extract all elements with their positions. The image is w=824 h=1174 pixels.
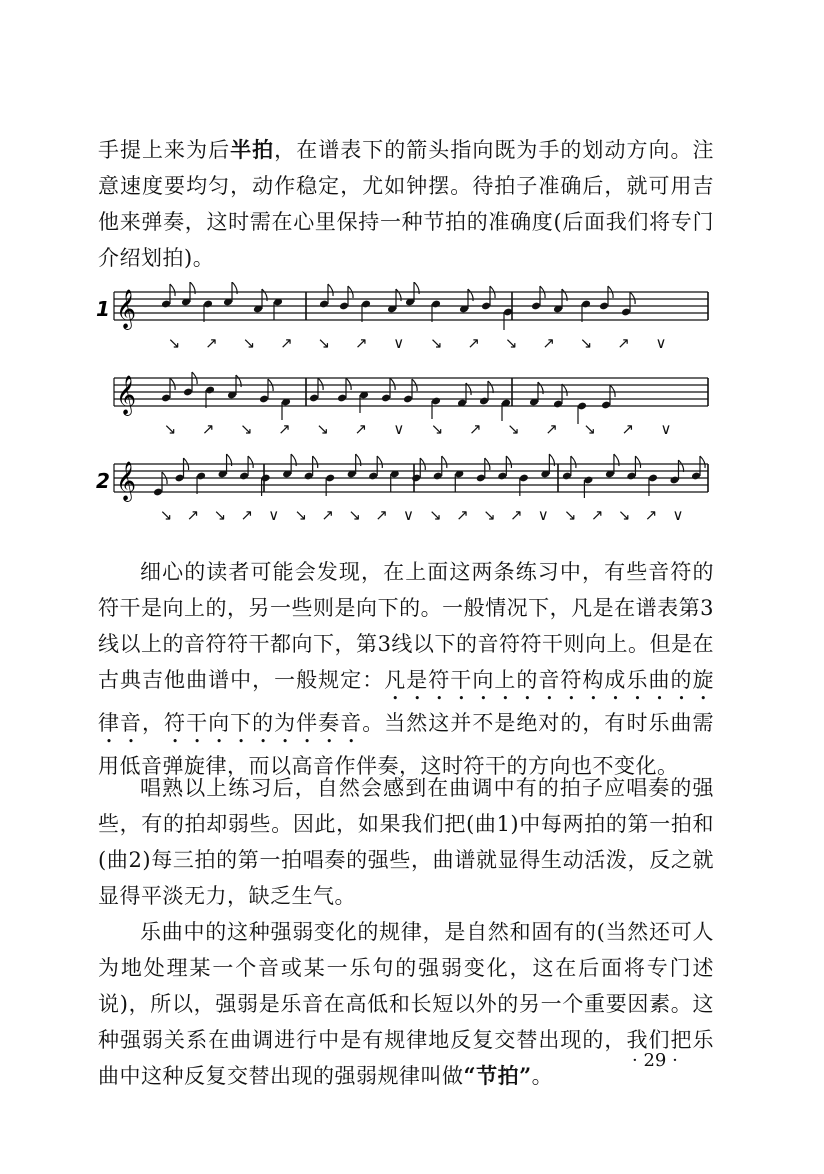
treble-clef-icon: 𝄞 [116,461,137,501]
para2-emphasis: 凡是符干向上的音符构成乐曲的旋律音，符干向下的为伴奏音 [98,668,715,735]
strum-down-arrow: ↘ [163,420,177,438]
staff-1 [96,282,708,330]
strum-up-arrow: ↗ [644,506,658,524]
note-flag [635,456,640,468]
note-flag [488,381,493,393]
para2-text-b: 。当然这并不是绝对的，有时乐曲需用低音弹旋律，而以高音作伴奏，这时符干的方向也不变化。 [98,711,715,778]
strum-check-mark: ∨ [268,506,280,524]
strum-down-arrow: ↘ [294,506,308,524]
treble-clef-icon: 𝄞 [116,375,137,415]
para4-text-a: 乐曲中的这种强弱变化的规律，是自然和固有的(当然还可人为地处理某一个音或某一乐句的强弱变化，这在后面将专门述说)，所以，强弱是乐音在高低和长短以外的另一个重要因素。这种强弱关系在曲调进行中是有规律地反复交替出现的，我们把乐曲中这种反复交替出现的强弱规律叫做 [98,920,714,1088]
strum-check-mark: ∨ [660,420,672,438]
para4-text-b: 。 [531,1064,554,1088]
strum-up-arrow: ↗ [545,420,558,438]
strum-up-arrow: ↗ [510,506,523,524]
strum-up-arrow: ↗ [355,334,368,352]
strum-up-arrow: ↗ [590,506,604,524]
note-flag [678,460,683,472]
strum-down-arrow: ↘ [167,334,181,352]
paragraph-intro [98,132,714,276]
note-flag [377,456,382,468]
strum-check-mark: ∨ [537,506,549,524]
para4-bold: “节拍” [463,1063,532,1088]
strum-down-arrow: ↘ [429,506,442,524]
strum-up-arrow: ↗ [186,506,200,524]
strum-up-arrow: ↗ [321,506,334,524]
paragraph-strong-weak [98,770,714,914]
staff-3 [96,454,708,502]
strum-down-arrow: ↘ [213,506,227,524]
music-score [96,282,716,540]
strum-up-arrow: ↗ [617,334,630,352]
strum-up-arrow: ↗ [468,420,482,438]
note-flag [318,378,323,390]
exercise-2-label: 2 [96,469,110,493]
strum-check-mark: ∨ [393,420,405,438]
page-number: · 29 · [632,1050,678,1071]
notes-row-2 [161,372,615,424]
notes-row-3 [153,454,705,498]
para2-text-a: 细心的读者可能会发现，在上面这两条练习中，有些音符的符干是向上的，另一些则是向下的。一般情况下，凡是在谱表第3线以上的音符符干都向下，第3线以下的音符符干则向上。但是在古典吉他曲谱中，一般规定： [98,560,714,692]
paragraph-stem-direction [98,554,714,784]
note-flag [170,284,175,296]
strum-up-arrow: ↗ [280,334,293,352]
strum-down-arrow: ↘ [242,334,256,352]
strum-down-arrow: ↘ [507,420,520,438]
para1-text-b: ，在谱表下的箭头指向既为手的划动方向。注意速度要均匀，动作稳定，尤如钟摆。待拍子准确后，就可用吉他来弹奏，这时需在心里保持一种节拍的准确度(后面我们将专门介绍划拍)。 [98,138,715,270]
strum-down-arrow: ↘ [504,334,518,352]
strum-up-arrow: ↗ [456,506,469,524]
strum-down-arrow: ↘ [348,506,361,524]
para1-bold: 半拍 [230,137,275,162]
strum-up-arrow: ↗ [278,420,291,438]
strum-down-arrow: ↘ [430,420,444,438]
strum-check-mark: ∨ [403,506,415,524]
para3-text: 唱熟以上练习后，自然会感到在曲调中有的拍子应唱奏的强些，有的拍却弱些。因此，如果我们把(曲1)中每两拍的第一拍和(曲2)每三拍的第一拍唱奏的强些，曲谱就显得生动活泼，反之就显得平淡无力，缺乏生气。 [98,776,714,908]
strum-up-arrow: ↗ [205,334,218,352]
note-flag [442,456,447,468]
strum-up-arrow: ↗ [375,506,388,524]
strum-up-arrow: ↗ [354,420,368,438]
strum-up-arrow: ↗ [467,334,480,352]
note-flag [700,456,705,468]
strum-down-arrow: ↘ [429,334,443,352]
strum-down-arrow: ↘ [579,334,593,352]
strum-up-arrow: ↗ [201,420,215,438]
strum-down-arrow: ↘ [159,506,173,524]
strum-down-arrow: ↘ [563,506,577,524]
exercise-1-label: 1 [96,297,110,321]
strum-up-arrow: ↗ [240,506,254,524]
strum-row-2 [164,420,672,438]
note-flag [390,378,395,390]
strum-down-arrow: ↘ [317,334,331,352]
strum-row-1 [168,334,667,352]
treble-clef-icon: 𝄞 [116,289,137,329]
note-flag [571,456,576,468]
strum-down-arrow: ↘ [483,506,496,524]
note-flag [313,456,318,468]
para1-text-a: 手提上来为后 [98,138,231,162]
note-flag [170,378,175,390]
note-flag [630,292,635,304]
note-flag [610,385,615,397]
strum-down-arrow: ↘ [583,420,596,438]
strum-check-mark: ∨ [655,334,667,352]
strum-up-arrow: ↗ [542,334,555,352]
strum-check-mark: ∨ [393,334,405,352]
paragraph-meter [98,914,714,1094]
staff-2 [114,372,708,424]
strum-up-arrow: ↗ [621,420,635,438]
strum-check-mark: ∨ [672,506,684,524]
strum-down-arrow: ↘ [617,506,631,524]
note-flag [562,384,567,396]
note-flag [328,284,333,296]
strum-row-3 [160,506,684,524]
note-flag [506,456,511,468]
strum-down-arrow: ↘ [240,420,253,438]
note-flag [346,378,351,390]
note-flag [248,456,253,468]
strum-down-arrow: ↘ [316,420,329,438]
